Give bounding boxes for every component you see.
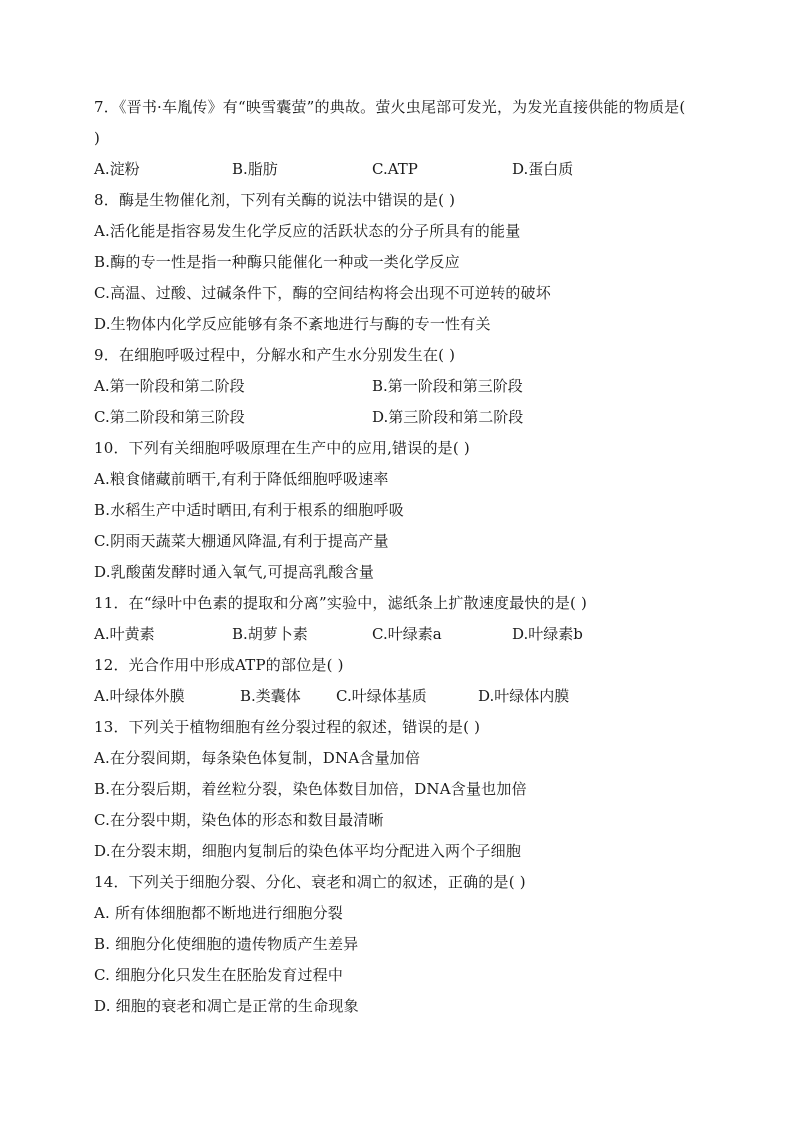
question-8-option-c: C.高温、过酸、过碱条件下，酶的空间结构将会出现不可逆转的破坏 <box>94 284 551 302</box>
question-9-options-row-1 <box>94 371 714 402</box>
question-9-stem: 9．在细胞呼吸过程中，分解水和产生水分别发生在( ) <box>94 346 456 364</box>
question-10-stem: 10．下列有关细胞呼吸原理在生产中的应用,错误的是( ) <box>94 439 470 457</box>
question-14-option-a: A. 所有体细胞都不断地进行细胞分裂 <box>94 904 343 922</box>
question-9-option-b: B.第一阶段和第三阶段 <box>372 377 523 395</box>
question-list <box>94 92 714 1022</box>
question-14-option-c: C. 细胞分化只发生在胚胎发育过程中 <box>94 966 344 984</box>
question-8-stem: 8．酶是生物催化剂，下列有关酶的说法中错误的是( ) <box>94 191 456 209</box>
question-12-option-c: C.叶绿体基质 <box>336 687 427 705</box>
question-8-option-a: A.活化能是指容易发生化学反应的活跃状态的分子所具有的能量 <box>94 222 521 240</box>
question-14-option-d: D. 细胞的衰老和凋亡是正常的生命现象 <box>94 997 359 1015</box>
question-7-option-d: D.蛋白质 <box>512 160 574 178</box>
question-11-option-d: D.叶绿素b <box>512 625 583 643</box>
question-13-option-c: C.在分裂中期，染色体的形态和数目最清晰 <box>94 811 384 829</box>
question-11-option-a: A.叶黄素 <box>94 625 155 643</box>
question-12-stem: 12．光合作用中形成ATP的部位是( ) <box>94 656 344 674</box>
question-8-option-d: D.生物体内化学反应能够有条不紊地进行与酶的专一性有关 <box>94 315 491 333</box>
question-7-option-a: A.淀粉 <box>94 160 140 178</box>
question-7-option-c: C.ATP <box>372 160 418 178</box>
question-8-option-b: B.酶的专一性是指一种酶只能催化一种或一类化学反应 <box>94 253 460 271</box>
question-12-option-d: D.叶绿体内膜 <box>478 687 570 705</box>
question-13-option-a: A.在分裂间期，每条染色体复制，DNA含量加倍 <box>94 749 421 767</box>
question-12-option-b: B.类囊体 <box>240 687 301 705</box>
question-12-option-a: A.叶绿体外膜 <box>94 687 185 705</box>
question-9-option-c: C.第二阶段和第三阶段 <box>94 408 245 426</box>
question-14-stem: 14．下列关于细胞分裂、分化、衰老和凋亡的叙述，正确的是( ) <box>94 873 526 891</box>
question-7-option-b: B.脂肪 <box>232 160 278 178</box>
question-11-options <box>94 619 714 650</box>
question-10-option-a: A.粮食储藏前晒干,有利于降低细胞呼吸速率 <box>94 470 389 488</box>
question-7-stem: 7．《晋书·车胤传》有“映雪囊萤”的典故。萤火虫尾部可发光，为发光直接供能的物质是( ) <box>94 98 686 147</box>
question-10-option-d: D.乳酸菌发酵时通入氧气,可提高乳酸含量 <box>94 563 375 581</box>
question-12-options <box>94 681 714 712</box>
question-9-options-row-2 <box>94 402 714 433</box>
question-10-option-c: C.阴雨天蔬菜大棚通风降温,有利于提高产量 <box>94 532 389 550</box>
question-7-options <box>94 154 714 185</box>
question-14-option-b: B. 细胞分化使细胞的遗传物质产生差异 <box>94 935 359 953</box>
question-11-stem: 11．在“绿叶中色素的提取和分离”实验中，滤纸条上扩散速度最快的是( ) <box>94 594 588 612</box>
question-9-option-d: D.第三阶段和第二阶段 <box>372 408 524 426</box>
question-11-option-b: B.胡萝卜素 <box>232 625 308 643</box>
question-10-option-b: B.水稻生产中适时晒田,有利于根系的细胞呼吸 <box>94 501 404 519</box>
question-9-option-a: A.第一阶段和第二阶段 <box>94 377 245 395</box>
question-13-option-b: B.在分裂后期，着丝粒分裂，染色体数目加倍，DNA含量也加倍 <box>94 780 527 798</box>
question-13-option-d: D.在分裂末期，细胞内复制后的染色体平均分配进入两个子细胞 <box>94 842 522 860</box>
question-13-stem: 13．下列关于植物细胞有丝分裂过程的叙述，错误的是( ) <box>94 718 481 736</box>
question-11-option-c: C.叶绿素a <box>372 625 442 643</box>
